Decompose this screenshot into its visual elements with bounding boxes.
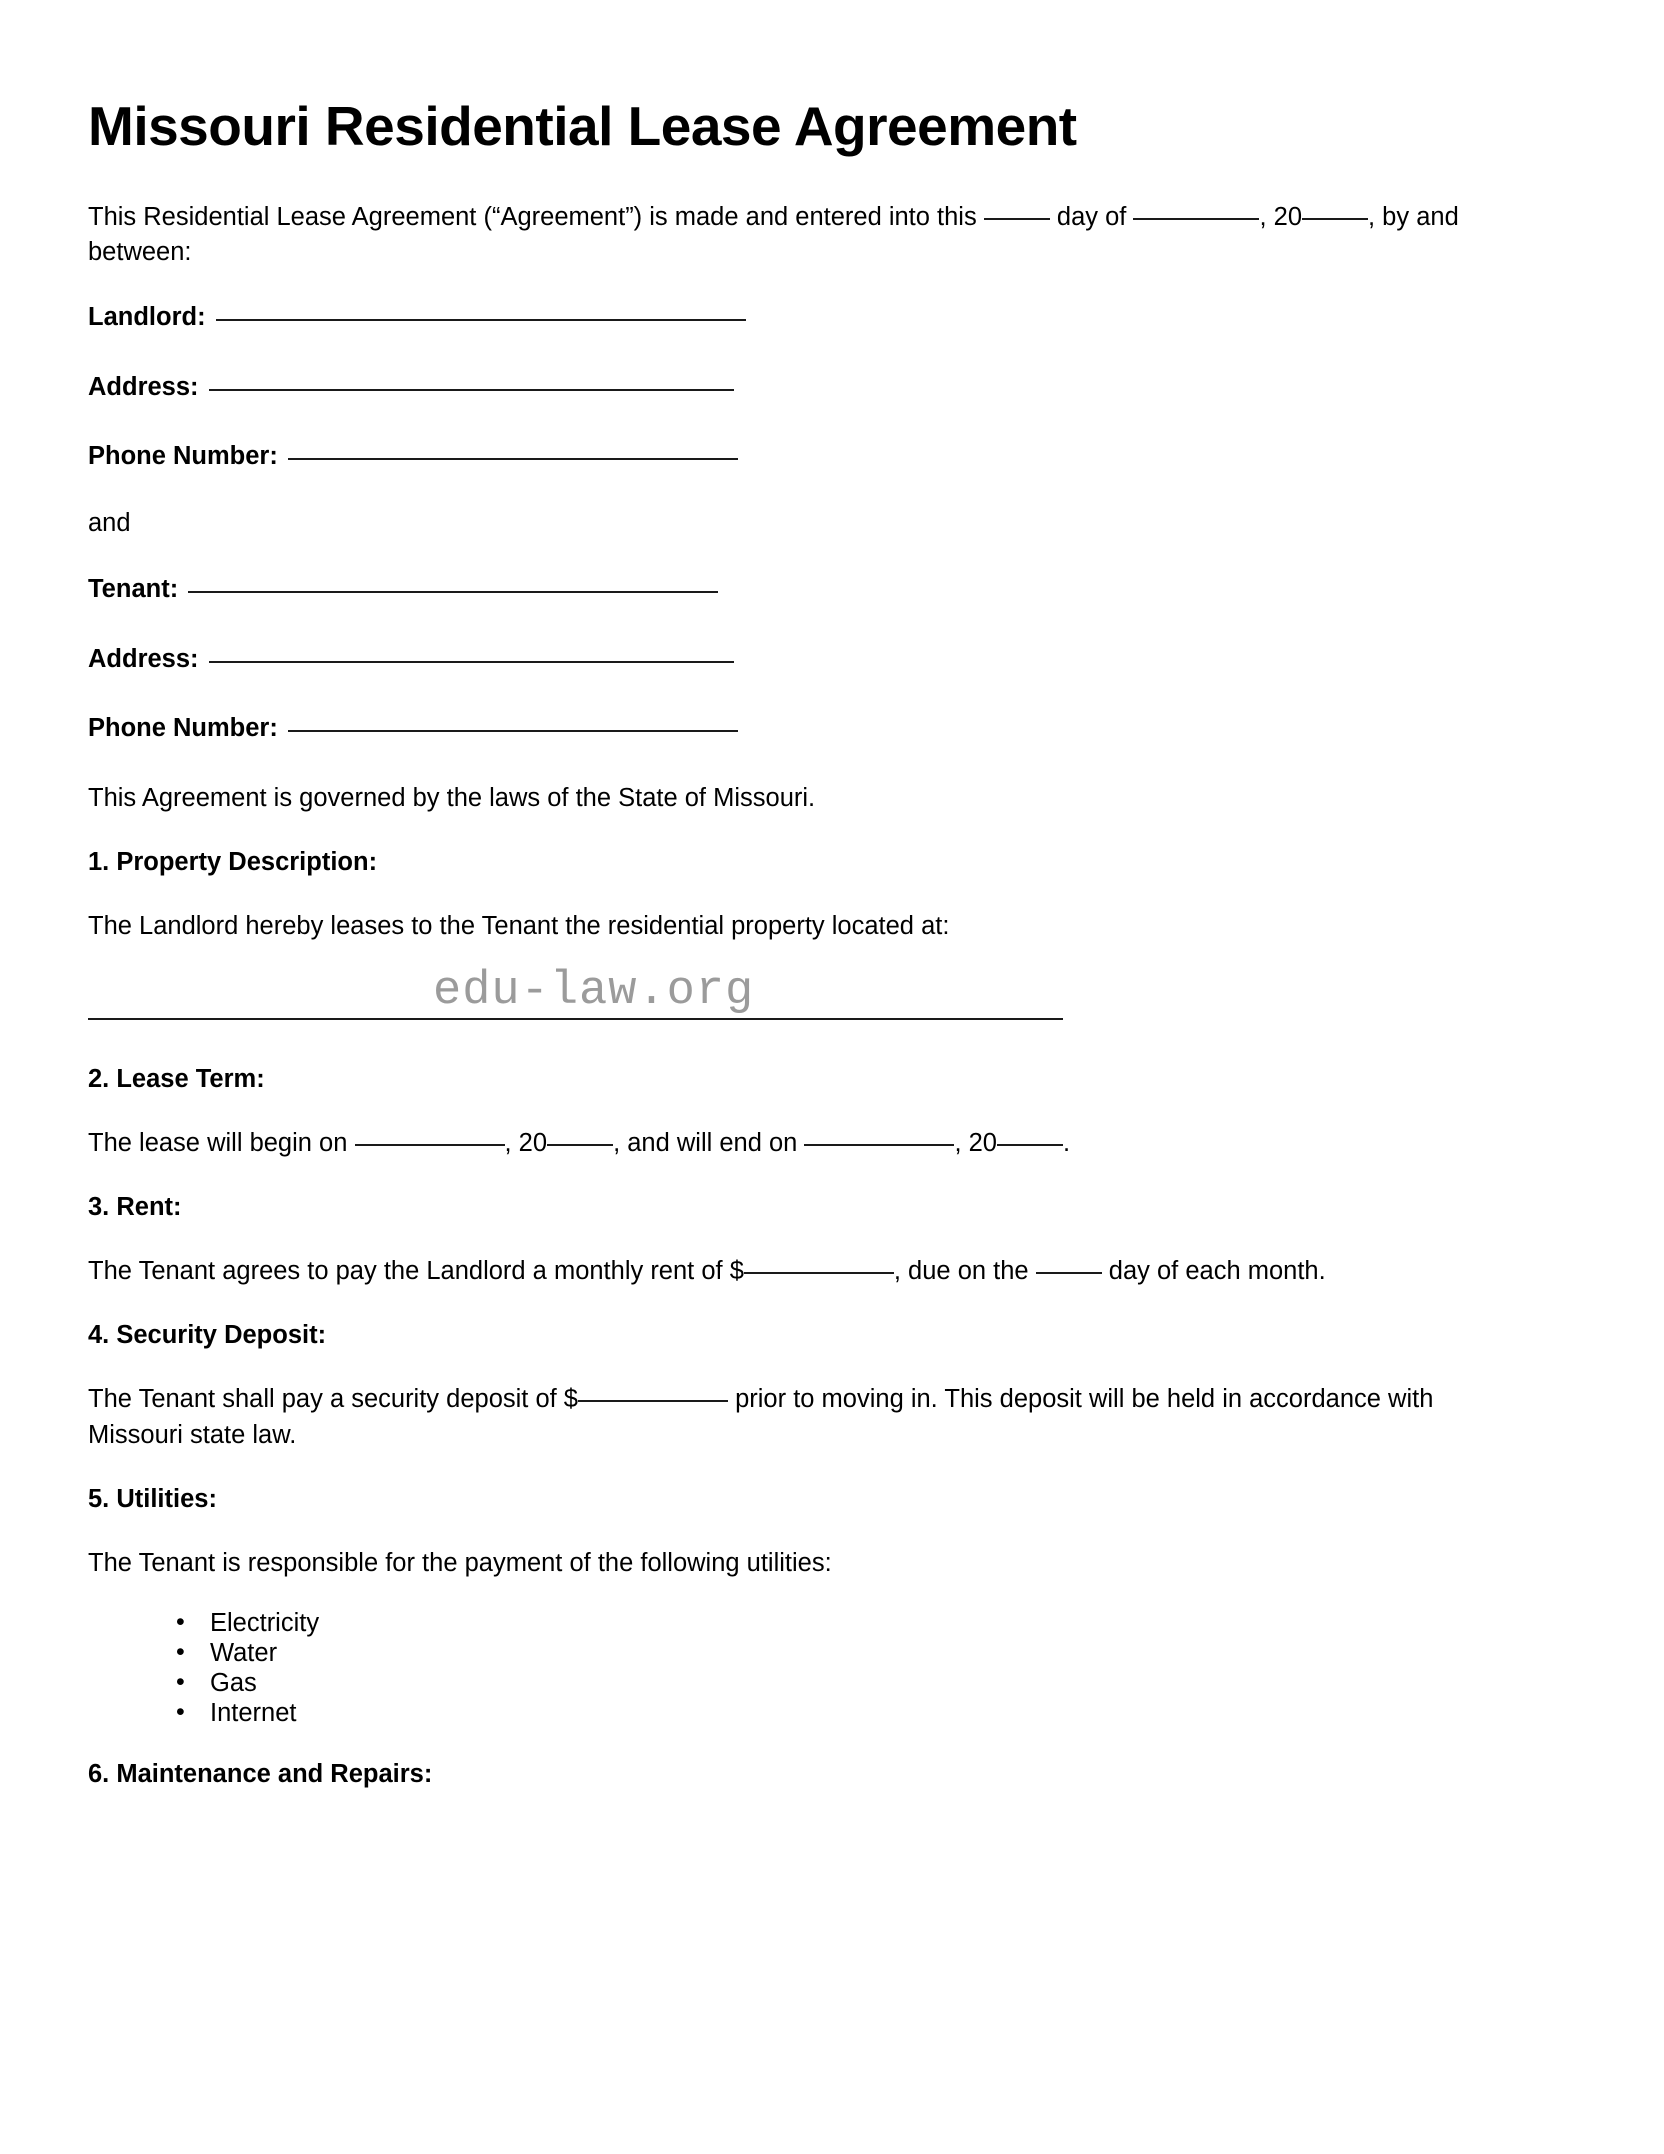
field-blank-line[interactable]: [209, 660, 734, 663]
field-landlord-name: [88, 300, 1514, 336]
field-tenant-phone: [88, 711, 1514, 747]
intro-text-part2: day of: [1056, 202, 1127, 231]
field-label: Landlord:: [88, 302, 206, 331]
field-label: Address:: [88, 372, 199, 401]
list-item: • Internet: [176, 1699, 1514, 1729]
property-description-body: The Landlord hereby leases to the Tenant the residential property located at:: [88, 912, 950, 941]
lease-end-month-blank[interactable]: [804, 1143, 954, 1146]
rent-due-day-blank[interactable]: [1036, 1271, 1102, 1274]
list-item: • Electricity: [176, 1609, 1514, 1639]
utilities-body: The Tenant is responsible for the payment of the following utilities:: [88, 1548, 832, 1577]
lease-term-text-b: , 20: [504, 1128, 548, 1157]
section-heading-security-deposit: 4. Security Deposit:: [88, 1321, 327, 1350]
watermark-text: edu-law.org: [433, 964, 755, 1018]
page-title: Missouri Residential Lease Agreement: [88, 95, 1077, 157]
section-heading-lease-term: 2. Lease Term:: [88, 1064, 265, 1093]
security-deposit-text-b: prior to moving in. This deposit will be held in accordance with Missouri state law.: [88, 1385, 1434, 1449]
security-deposit-body: [88, 1382, 1514, 1452]
security-deposit-text-a: The Tenant shall pay a security deposit of $: [88, 1385, 578, 1414]
security-deposit-amount-blank[interactable]: [578, 1399, 728, 1402]
intro-year-blank: [1302, 217, 1368, 220]
governing-law-paragraph: This Agreement is governed by the laws of the State of Missouri.: [88, 784, 816, 813]
list-item: • Water: [176, 1639, 1514, 1669]
field-tenant-address: [88, 642, 1514, 678]
field-blank-line[interactable]: [288, 729, 738, 732]
lease-term-body: [88, 1126, 1514, 1161]
intro-day-blank: [984, 217, 1050, 220]
lease-end-year-blank[interactable]: [997, 1143, 1063, 1146]
field-landlord-address: [88, 370, 1514, 406]
section-heading-utilities: 5. Utilities:: [88, 1484, 217, 1513]
intro-text-part4: , by and between:: [88, 202, 1459, 266]
lease-start-month-blank[interactable]: [355, 1143, 505, 1146]
parties-conjunction: and: [88, 509, 131, 538]
field-label: Address:: [88, 644, 199, 673]
intro-text-part3: , 20: [1259, 202, 1303, 231]
list-item: • Gas: [176, 1669, 1514, 1699]
rent-text-b: , due on the: [893, 1257, 1029, 1286]
utilities-list: [88, 1609, 1514, 1728]
lease-term-text-e: .: [1063, 1128, 1071, 1157]
intro-text-part1: This Residential Lease Agreement (“Agreement”) is made and entered into this: [88, 202, 977, 231]
field-tenant-name: [88, 572, 1514, 608]
intro-paragraph: [88, 200, 1514, 270]
rent-amount-blank[interactable]: [744, 1271, 894, 1274]
field-label: Phone Number:: [88, 714, 278, 743]
field-blank-line[interactable]: [209, 388, 734, 391]
rent-text-a: The Tenant agrees to pay the Landlord a monthly rent of $: [88, 1257, 744, 1286]
field-landlord-phone: [88, 439, 1514, 475]
lease-term-text-d: , 20: [954, 1128, 997, 1157]
intro-month-blank: [1133, 217, 1259, 220]
field-label: Phone Number:: [88, 442, 278, 471]
rent-text-c: day of each month.: [1108, 1257, 1326, 1286]
lease-term-text-a: The lease will begin on: [88, 1128, 348, 1157]
field-blank-line[interactable]: [216, 318, 746, 321]
rent-body: [88, 1254, 1514, 1289]
property-address-blank-row: [88, 964, 1514, 1031]
lease-start-year-blank[interactable]: [547, 1143, 613, 1146]
field-label: Tenant:: [88, 575, 179, 604]
section-heading-property-description: 1. Property Description:: [88, 848, 378, 877]
section-heading-maintenance-and-repairs: 6. Maintenance and Repairs:: [88, 1760, 433, 1789]
field-blank-line[interactable]: [188, 590, 718, 593]
section-heading-rent: 3. Rent:: [88, 1192, 182, 1221]
field-blank-line[interactable]: [288, 457, 738, 460]
lease-term-text-c: , and will end on: [613, 1128, 798, 1157]
